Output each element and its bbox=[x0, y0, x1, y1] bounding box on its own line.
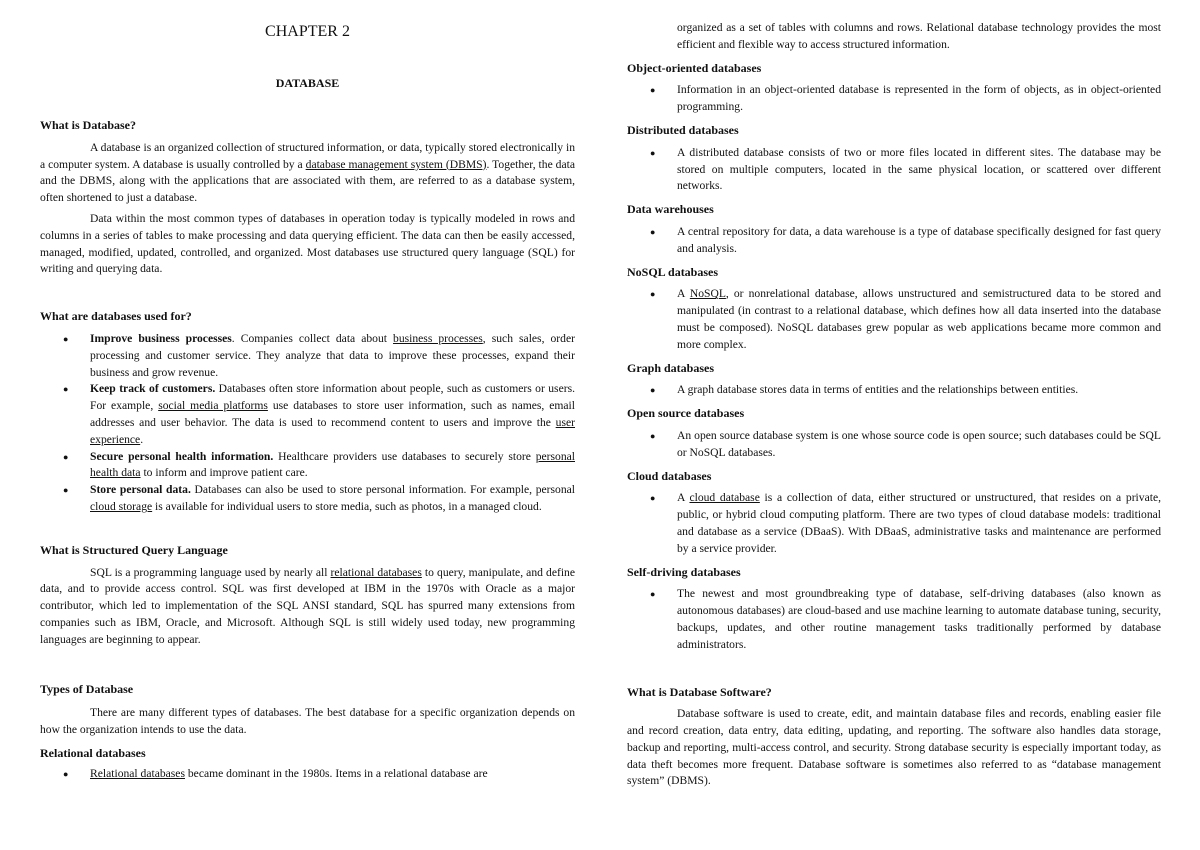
heading-what-is-database: What is Database? bbox=[40, 118, 137, 132]
text-span: is a collection of data, either structured or unstructured, that resides on a private, public, or hybrid cloud computing platform. There are two types of cloud database models: traditional and database as a service (DBaaS). With DBaaS, administrative tasks and maintenance are performed by a service provider. bbox=[677, 491, 1161, 555]
heading-object-oriented: Object-oriented databases bbox=[627, 60, 762, 75]
heading-distributed: Distributed databases bbox=[627, 122, 739, 137]
oo-list bbox=[627, 82, 1161, 116]
link-dbms[interactable]: database management system (DBMS) bbox=[305, 157, 487, 171]
list-item: ● A graph database stores data in terms of entities and the relationships between entities. bbox=[627, 382, 1161, 399]
bullet-title: Keep track of customers. bbox=[90, 382, 216, 396]
heading-graph: Graph databases bbox=[627, 360, 715, 375]
paragraph-database-software: Database software is used to create, edit, and maintain database files and records, enabling easier file and record creation, data entry, data editing, updating, and reporting. The software also handles data storage, backup and reporting, multi-access control, and security. Strong database security is especially important today, as data theft becomes more frequent. Database software is sometimes also referred to as “database management system” (DBMS). bbox=[627, 707, 1161, 788]
left-column bbox=[40, 0, 575, 783]
paragraph-types: There are many different types of databases. The best database for a specific organization depends on how the organization intends to use the data. bbox=[40, 706, 575, 737]
heading-relational-databases: Relational databases bbox=[40, 745, 146, 760]
link-relational[interactable]: Relational databases bbox=[90, 766, 185, 780]
text-span: to query, manipulate, and define data, and to provide access control. SQL was first developed at IBM in the 1970s with Oracle as a major contributor, which led to implementation of the SQL ANSI standard, SQL has spurred many extensions from companies such as IBM, Oracle, and Microsoft. Although SQL is still widely used today, new programming languages are beginning to appear. bbox=[40, 565, 575, 646]
link-cloud-storage[interactable]: cloud storage bbox=[90, 499, 153, 513]
text-span: A database is an organized collection of structured information, or data, typically stored electronically in a computer system. A database is usually controlled by a bbox=[40, 140, 575, 171]
link-nosql[interactable]: NoSQL bbox=[689, 287, 726, 301]
heading-database-software: What is Database Software? bbox=[627, 684, 772, 699]
chapter-title: CHAPTER 2 bbox=[265, 23, 350, 40]
paragraph-database-definition bbox=[40, 140, 575, 207]
list-item bbox=[40, 449, 575, 483]
distributed-list bbox=[627, 145, 1161, 195]
text-span: is available for individual users to store media, such as photos, in a managed cloud. bbox=[152, 499, 542, 513]
text-span: A bbox=[677, 287, 690, 301]
link-social-media-platforms[interactable]: social media platforms bbox=[158, 399, 268, 413]
list-item: ● Information in an object-oriented database is represented in the form of objects, as in object-oriented programming. bbox=[627, 82, 1161, 116]
bullet-title: Improve business processes bbox=[90, 331, 232, 345]
text-span: Databases often store information about people, such as customers or users. For example, bbox=[90, 382, 575, 413]
list-item bbox=[627, 286, 1161, 353]
heading-self-driving: Self-driving databases bbox=[627, 564, 741, 579]
list-item bbox=[40, 331, 575, 381]
relational-list bbox=[40, 766, 575, 783]
heading-data-warehouses: Data warehouses bbox=[627, 202, 714, 217]
list-item bbox=[40, 482, 575, 516]
uses-list bbox=[40, 331, 575, 516]
paragraph-sql bbox=[40, 565, 575, 649]
list-item: ● A central repository for data, a data warehouse is a type of database specifically designed for fast query and analysis. bbox=[627, 224, 1161, 258]
list-item: ● A distributed database consists of two or more files located in different sites. The database may be stored on multiple computers, located in the same physical location, or scattered over different networks. bbox=[627, 145, 1161, 195]
text-span: , or nonrelational database, allows unstructured and semistructured data to be stored and manipulated (in contrast to a relational database, which defines how all data inserted into the database must be composed). NoSQL databases grew popular as web applications became more common and more complex. bbox=[677, 287, 1161, 351]
graph-list bbox=[627, 382, 1161, 399]
open-source-list bbox=[627, 428, 1161, 462]
text-span: , such sales, order processing and customer service. They analyze that data to improve these processes, expand their business and grow revenue. bbox=[90, 331, 575, 379]
text-span: . Companies collect data about bbox=[231, 331, 394, 345]
text-span: A bbox=[677, 491, 690, 505]
text-span: to inform and improve patient care. bbox=[140, 466, 308, 480]
link-personal-health-data[interactable]: personal health data bbox=[90, 449, 575, 480]
list-item bbox=[40, 766, 575, 783]
link-cloud-database[interactable]: cloud database bbox=[689, 491, 760, 505]
link-relational-databases[interactable]: relational databases bbox=[330, 565, 422, 579]
text-span: Databases can also be used to store personal information. For example, personal bbox=[190, 483, 575, 497]
text-span: . bbox=[140, 432, 144, 446]
heading-open-source: Open source databases bbox=[627, 406, 745, 421]
heading-sql: What is Structured Query Language bbox=[40, 542, 228, 557]
heading-types-of-database: Types of Database bbox=[40, 681, 134, 696]
cloud-list bbox=[627, 490, 1161, 557]
list-item: ● The newest and most groundbreaking type of database, self-driving databases (also known as autonomous databases) are cloud-based and use machine learning to automate database tuning, security, backups, updates, and other routine management tasks traditionally performed by database administrators. bbox=[627, 586, 1161, 653]
text-span: became dominant in the 1980s. Items in a relational database are bbox=[184, 766, 488, 780]
section-title: DATABASE bbox=[275, 76, 340, 90]
heading-databases-used-for: What are databases used for? bbox=[40, 309, 192, 324]
text-span: SQL is a programming language used by nearly all bbox=[90, 565, 331, 579]
bullet-title: Secure personal health information. bbox=[90, 449, 274, 463]
text-span: . Together, the data and the DBMS, along with the applications that are associated with them, are referred to as a database system, often shortened to just a database. bbox=[40, 157, 575, 205]
dw-list bbox=[627, 224, 1161, 258]
link-business-processes[interactable]: business processes bbox=[393, 331, 483, 345]
nosql-list bbox=[627, 286, 1161, 353]
text-span: use databases to store user information, such as names, email addresses and user behavior. The data is used to recommend content to users and improve the bbox=[90, 399, 575, 429]
list-item: ● An open source database system is one whose source code is open source; such databases could be SQL or NoSQL databases. bbox=[627, 428, 1161, 462]
link-user-experience[interactable]: user experience bbox=[90, 415, 575, 446]
list-item bbox=[627, 490, 1161, 557]
text-span: Healthcare providers use databases to securely store bbox=[273, 449, 536, 463]
list-item bbox=[40, 381, 575, 448]
paragraph-relational-continued: organized as a set of tables with columns and rows. Relational database technology provides the most efficient and flexible way to access structured information. bbox=[677, 21, 1161, 51]
right-column bbox=[627, 0, 1161, 790]
bullet-title: Store personal data. bbox=[90, 483, 191, 497]
heading-cloud: Cloud databases bbox=[627, 468, 712, 483]
heading-nosql: NoSQL databases bbox=[627, 264, 719, 279]
self-driving-list bbox=[627, 586, 1161, 653]
paragraph-data-modeling: Data within the most common types of databases in operation today is typically modeled in rows and columns in a series of tables to make processing and data querying efficient. The data can then be easily accessed, managed, modified, updated, controlled, and organized. Most databases use structured query language (SQL) for writing and querying data. bbox=[40, 211, 575, 276]
